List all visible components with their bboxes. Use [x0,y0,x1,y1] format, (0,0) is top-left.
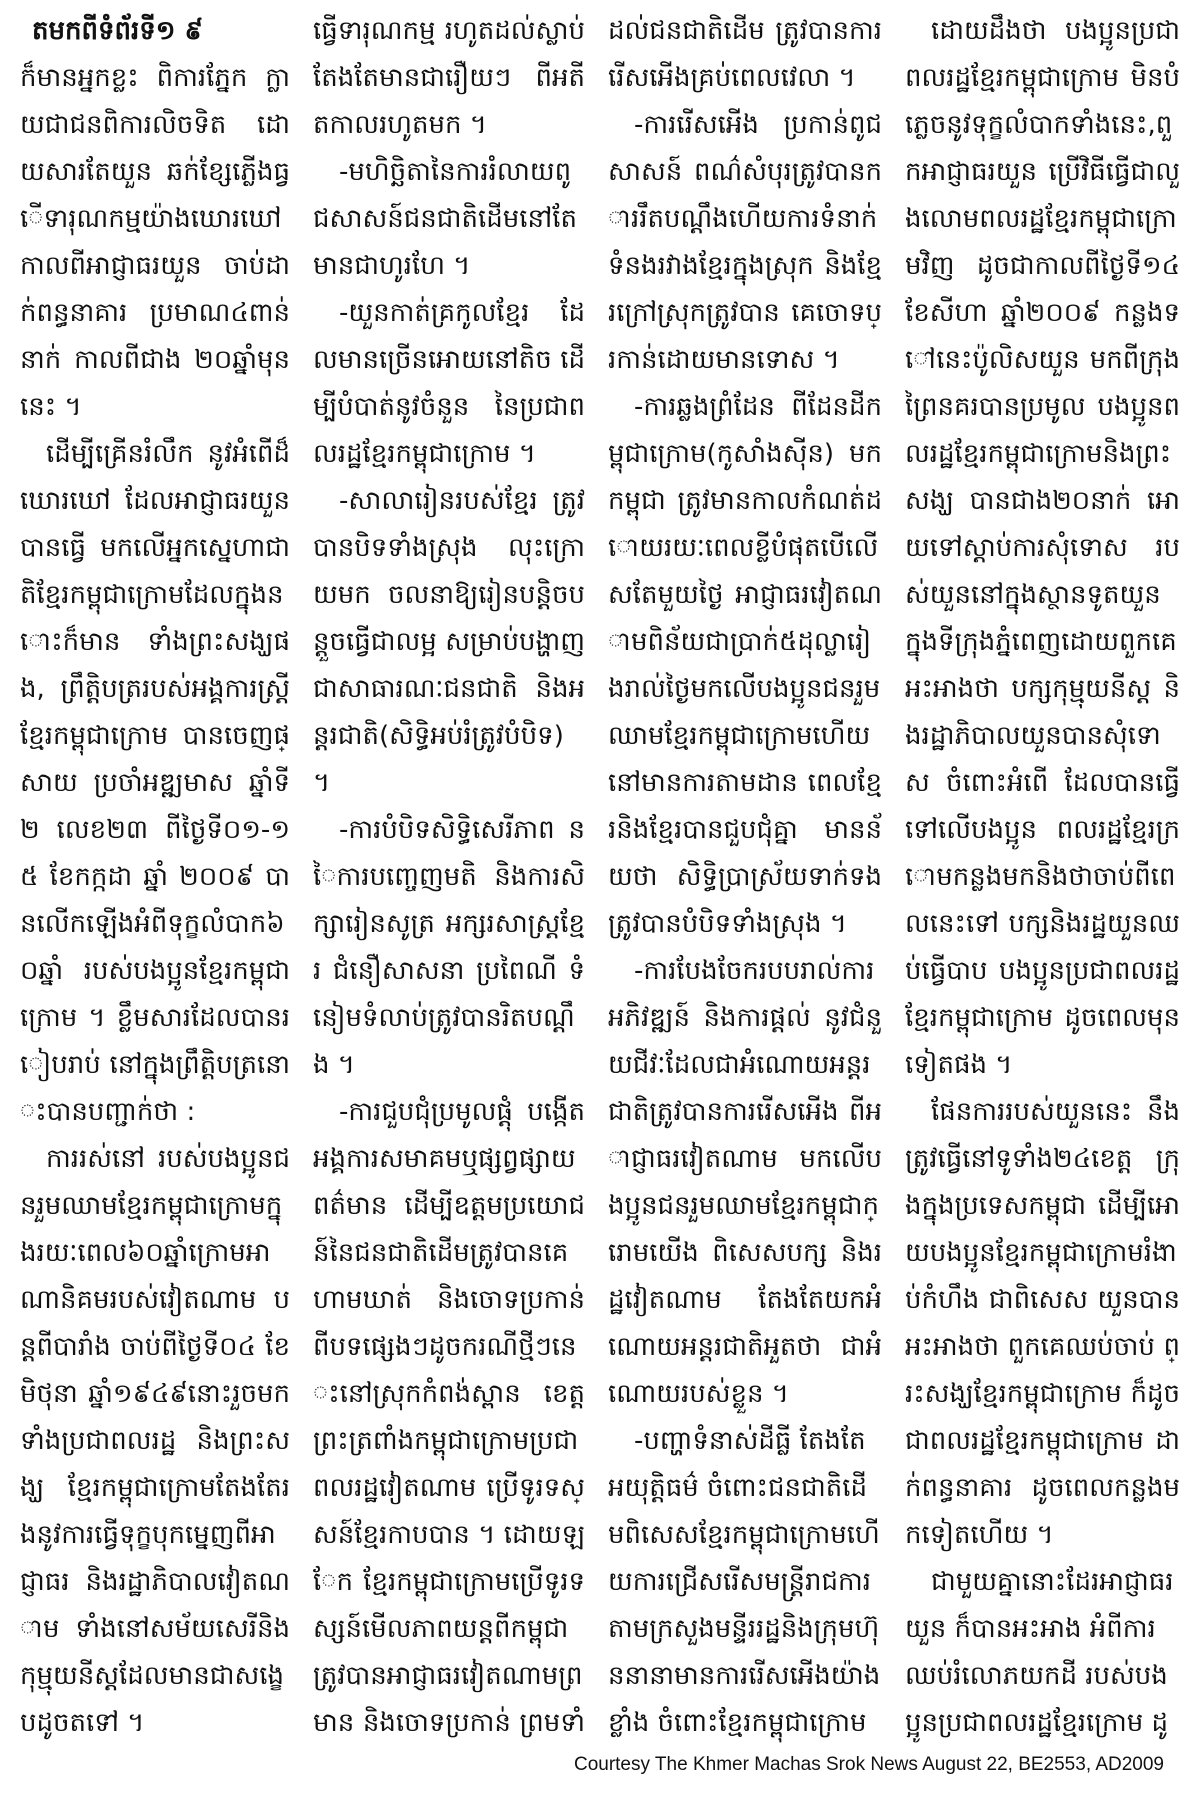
continuation-heading: តមកពីទំព័រទី១ ៩ [32,16,203,46]
newspaper-page [20,8,1180,1748]
article-paragraph: -ការឆ្លងព្រំដែន ពីដែនដីកម្ពុជាក្រោម(កូសាំងស៊ីន) មកកម្ពុជា ត្រូវមានកាលកំណត់ដោយរយៈពេលខ្លីបំផុតបើលើសតែមួយថ្ងៃ អាជ្ញាធរវៀតណាមពិន័យជាប្រាក់៥ដុល្លារៀងរាល់ថ្ងៃមកលើបងប្អូនជនរួមឈាមខ្មែរកម្ពុជាក្រោមហើយនៅមានការតាមដាន ពេលខ្មែរនិងខ្មែរបានជួបជុំគ្នា មានន័យថា សិទ្ធិប្រាស្រ័យទាក់ទងត្រូវបានបំបិទទាំងស្រុង ។ [608,392,882,939]
article-paragraph: -ការបំបិទសិទ្ធិសេរីភាព នៃការបញ្ចេញមតិ និងការសិក្សារៀនសូត្រ អក្សរសាស្រ្តខ្មែរ ជំនឿសាសនា ប្រពៃណី ទំនៀមទំលាប់ត្រូវបានរិតបណ្តឹង ។ [313,815,585,1080]
article-paragraph: -ការបែងចែករបបរាល់ការអភិវឌ្ឍន៍ និងការផ្តល់ នូវជំនួយជីវៈដែលជាអំណោយអន្តរជាតិត្រូវបានការរើសអើង ពីអាជ្ញាធរវៀតណាម មកលើបងប្អូនជនរួមឈាមខ្មែរកម្ពុជាក្រោមយើង ពិសេសបក្ស និងរដ្ឋវៀតណាម តែងតែយកអំណោយអន្តរជាតិអួតថា ជាអំណោយរបស់ខ្លួន ។ [608,956,882,1409]
article-paragraph: -បញ្ហាទំនាស់ដីធ្លី តែងតែអយុត្តិធម៌ ចំពោះជនជាតិដើមពិសេសខ្មែរកម្ពុជាក្រោមហើយការជ្រើសរើសមន្រ្តីរាជការតាមក្រសួងមន្ទីររដ្ឋនិងក្រុមហ៊ុននានាមានការរើសអើងយ៉ាងខ្លាំង ចំពោះខ្មែរកម្ពុជាក្រោម [608,1426,881,1738]
article-paragraph: -ការរើសអើង ប្រកាន់ពូជសាសន៍ ពណ៌សំបុរត្រូវបានការរឹតបណ្តឹងហើយការទំនាក់ទំនងរវាងខ្មែរក្នុងស្រុក និងខ្មែរក្រៅស្រុកត្រូវបាន គេចោទប្រកាន់ដោយមានទោស ។ [608,110,882,375]
article-paragraph: -មហិច្ឆិតានៃការរំលាយពូជសាសន៍ជនជាតិដើមនៅតែមានជាហូរហែ ។ [313,157,578,281]
article-paragraph: ដល់ជនជាតិដើម ត្រូវបានការរើសអើងគ្រប់ពេលវេលា ។ [608,16,882,93]
article-paragraph: -ការជួបជុំប្រមូលផ្តុំ បង្កើតអង្គការសមាគមឬផ្សព្វផ្សាយពត៌មាន ដើម្បីឧត្តមប្រយោជន៍នៃជនជាតិដើមត្រូវបានគេហាមឃាត់ និងចោទប្រកាន់ ពីបទផ្សេងៗដូចករណីថ្មីៗនេះនៅស្រុកកំពង់ស្ពាន ខេត្តព្រះត្រពាំងកម្ពុជាក្រោមប្រជាពលរដ្ឋវៀតណាម ប្រើទូរទស្សន៍ខ្មែរកាបបាន ។ ដោយឡែក ខ្មែរកម្ពុជាក្រោមប្រើទូរទស្សន៍មើលភាពយន្តពីកម្ពុជា ត្រូវបានអាជ្ញាធរវៀតណាមព្រមាន និងចោទប្រកាន់ ព្រមទាំ [313,1097,585,1738]
article-paragraph [20,1747,290,1748]
article-paragraph: ដើម្បីគ្រើនរំលឹក នូវអំពើដ៏ឃោរឃៅ ដែលអាជ្ញាធរយួនបានធ្វើ មកលើអ្នកស្នេហាជាតិខ្មែរកម្ពុជាក្រោមដែលក្នុងនោះក៏មាន ទាំងព្រះសង្ឃផង, ព្រឹត្តិបត្ររបស់អង្គការស្រ្តីខ្មែរកម្ពុជាក្រោម បានចេញផ្សាយ ប្រចាំអឌ្ឍមាស ឆ្នាំទី២ លេខ២៣ ពីថ្ងៃទី០១-១៥ ខែកក្កដា ឆ្នាំ ២០០៩ បានលើកឡើងអំពីទុក្ខលំបាក៦០ឆ្នាំ របស់បងប្អូនខ្មែរកម្ពុជាក្រោម ។ ខ្លឹមសារដែលបានរៀបរាប់ នៅក្នុងព្រឹត្តិបត្រនោះបានបញ្ជាក់ថា : [20,439,290,1127]
article-column-4 [905,8,1180,1748]
source-credit: Courtesy The Khmer Machas Srok News August 22, BE2553, AD2009 [573,1754,1164,1775]
article-paragraph: -សាលារៀនរបស់ខ្មែរ ត្រូវបានបិទទាំងស្រុង លុះក្រោយមក ចលនាឱ្យរៀនបន្តិចបន្តួចធ្វើជាលម្អ សម្រាប់បង្ហាញជាសាធារណៈជនជាតិ និងអន្តរជាតិ(សិទ្ធិអប់រំត្រូវបំបិទ) ។ [313,486,585,798]
article-paragraph: ជាមួយគ្នានោះដែរអាជ្ញាធរយួន ក៏បានអះអាង អំពីការឈប់រំលោភយកដី របស់បងប្អូនប្រជាពលរដ្ឋខ្មែរក្រោម ដូ [905,1567,1174,1738]
article-paragraph: ផែនការរបស់យួននេះ នឹងត្រូវធ្វើនៅទូទាំង២៤ខេត្ត ក្រុងក្នុងប្រទេសកម្ពុជា ដើម្បីអោយបងប្អូនខ្មែរកម្ពុជាក្រោមរំងាប់កំហឹង ជាពិសេស យួនបានអះអាងថា ពួកគេឈប់ចាប់ ព្រះសង្ឃខ្មែរកម្ពុជាក្រោម ក៏ដូចជាពលរដ្ឋខ្មែរកម្ពុជាក្រោម ដាក់ពន្ធនាគារ ដូចពេលកន្លងមកទៀតហើយ ។ [905,1097,1180,1550]
article-paragraph: ដោយដឹងថា បងប្អូនប្រជាពលរដ្ឋខ្មែរកម្ពុជាក្រោម មិនបំភ្លេចនូវទុក្ខលំបាកទាំងនេះ,ពួកអាជ្ញាធរយួន ប្រើវិធីធ្វើជាលួងលោមពលរដ្ឋខ្មែរកម្ពុជាក្រោមវិញ ដូចជាកាលពីថ្ងៃទី១៤ ខែសីហា ឆ្នាំ២០០៩ កន្លងទៅនេះប៉ូលិសយួន មកពីក្រុងព្រៃនគរបានប្រមូល បងប្អូនពលរដ្ឋខ្មែរកម្ពុជាក្រោមនិងព្រះសង្ឃ បានជាង២០នាក់ អោយទៅស្តាប់ការសុំទោស របស់យួននៅក្នុងស្ថានទូតយួន ក្នុងទីក្រុងភ្នំពេញដោយពួកគេអះអាងថា បក្សកុម្មុយនីស្ត និងរដ្ឋាភិបាលយួនបានសុំទោស ចំពោះអំពើ ដែលបានធ្វើ ទៅលើបងប្អូន ពលរដ្ឋខ្មែរក្រោមកន្លងមកនិងថាចាប់ពីពេលនេះទៅ បក្សនិងរដ្ឋយួនឈប់ធ្វើបាប បងប្អូនប្រជាពលរដ្ឋខ្មែរកម្ពុជាក្រោម ដូចពេលមុនទៀតផង ។ [905,16,1180,1080]
article-column-2 [313,8,585,1748]
article-paragraph: ធ្វើទារុណកម្ម រហូតដល់ស្លាប់តែងតែមានជារឿយៗ ពីអតីតកាលរហូតមក ។ [313,16,585,140]
article-paragraph: ក៏មានអ្នកខ្លះ ពិការភ្នែក ក្លាយជាជនពិការលិចទិត ដោយសារតែយួន ឆក់ខ្សែភ្លើងធ្វើទារុណកម្មយ៉ាងឃោរឃៅ កាលពីអាជ្ញាធរយួន ចាប់ដាក់ពន្ធនាគារ ប្រមាណ៤ពាន់នាក់ កាលពីជាង ២០ឆ្នាំមុននេះ ។ [20,63,290,422]
article-paragraph: ការរស់នៅ របស់បងប្អូនជនរួមឈាមខ្មែរកម្ពុជាក្រោមក្នុងរយៈពេល៦០ឆ្នាំក្រោមអាណានិគមរបស់វៀតណាម បន្តពីបារាំង ចាប់ពីថ្ងៃទី០៤ ខែមិថុនា ឆ្នាំ១៩៤៩នោះរួចមក ទាំងប្រជាពលរដ្ឋ និងព្រះសង្ឃ ខ្មែរកម្ពុជាក្រោមតែងតែរងនូវការធ្វើទុក្ខបុកម្នេញពីអាជ្ញាធរ និងរដ្ឋាភិបាលវៀតណាម ទាំងនៅសម័យសេរីនិងកុម្មុយនីស្តដែលមានជាសង្ខេបដូចតទៅ ។ [20,1144,290,1738]
article-paragraph: -យួនកាត់គ្រកូលខ្មែរ ដែលមានច្រើនអោយនៅតិច ដើម្បីបំបាត់នូវចំនួន នៃប្រជាពលរដ្ឋខ្មែរកម្ពុជាក្រោម ។ [313,298,585,469]
article-column-1 [20,8,290,1748]
article-column-3 [608,8,882,1748]
